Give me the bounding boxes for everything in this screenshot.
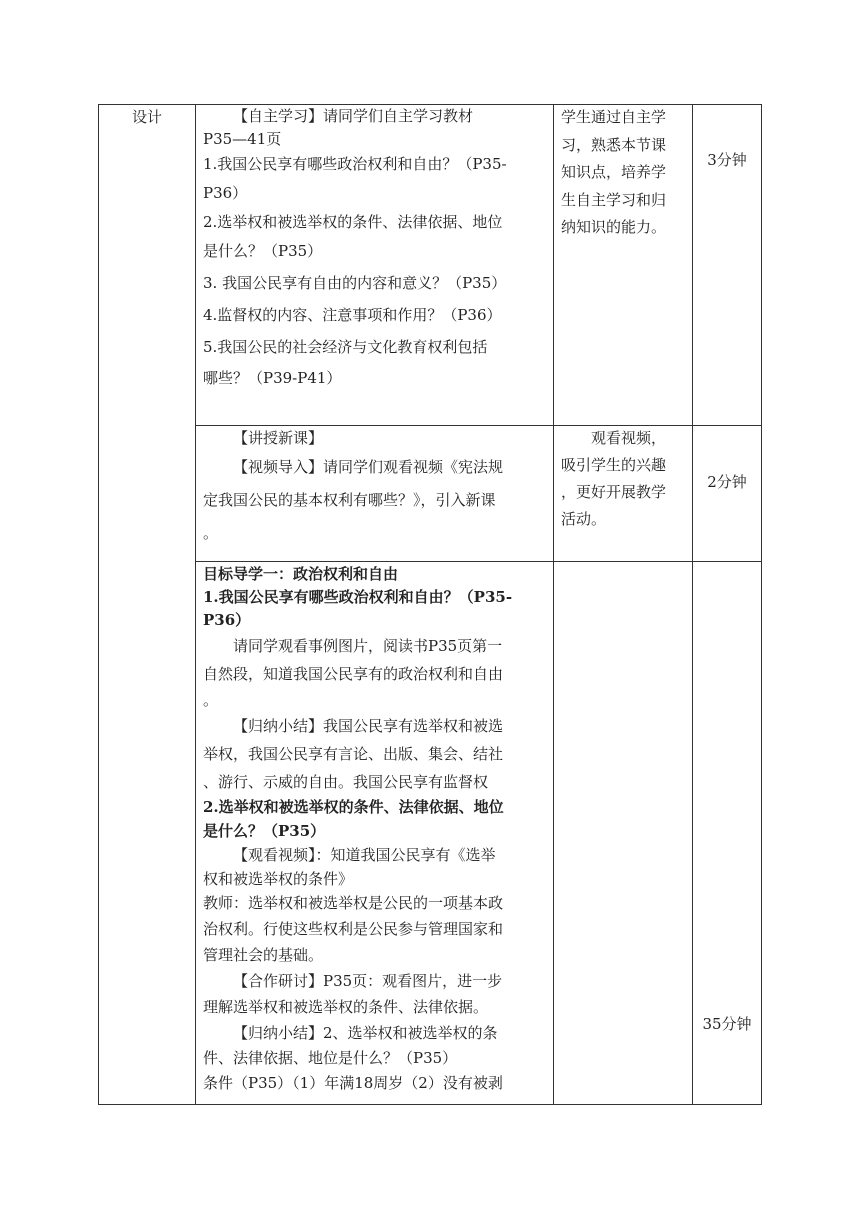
purpose-line: 生自主学习和归 [561, 190, 667, 209]
purpose-line: 学生通过自主学 [561, 108, 667, 126]
summary-1-line-3: 、游行、示威的自由。我国公民享有监督权 [203, 773, 489, 791]
question-5-line-1: 5.我国公民的社会经济与文化教育权利包括 [203, 338, 488, 356]
purpose-line: 知识点，培养学 [561, 163, 667, 181]
cooperative-line-1: 【合作研讨】P35页：观看图片，进一步 [233, 972, 503, 990]
reading-task-line-3: 。 [203, 691, 219, 709]
purpose-line: 吸引学生的兴趣 [561, 456, 667, 474]
summary-2-line-1: 【归纳小结】2、选举权和被选举权的条 [233, 1024, 498, 1042]
self-study-time: 3分钟 [707, 151, 747, 169]
reading-task-line-2: 自然段，知道我国公民享有的政治权利和自由 [203, 665, 504, 683]
goal-guide-title: 目标导学一：政治权利和自由 [203, 565, 399, 583]
question-2-line-1: 2.选举权和被选举权的条件、法律依据、地位 [203, 213, 503, 231]
purpose-line: 习，熟悉本节课 [561, 135, 667, 154]
table-divider-col2 [553, 104, 554, 1105]
video-intro-line-1: 【视频导入】请同学们观看视频《宪法规 [233, 458, 504, 476]
summary-1-line-2: 举权，我国公民享有言论、出版、集会、结社 [203, 745, 504, 763]
summary-1-line-1: 【归纳小结】我国公民享有选举权和被选 [233, 717, 504, 735]
self-study-pages: P35—41页 [203, 130, 282, 148]
summary-2-line-2: 件、法律依据、地位是什么？（P35） [203, 1049, 458, 1067]
table-divider-col1 [195, 104, 196, 1105]
goal-guide-content [203, 562, 549, 1095]
table-border-left [98, 104, 99, 1105]
video-intro-line-2: 定我国公民的基本权利有哪些？》，引入新课 [203, 491, 496, 509]
goal-guide-time: 35分钟 [702, 1015, 752, 1033]
purpose-line: 活动。 [561, 510, 607, 528]
point-1-line-2: P36） [203, 611, 251, 629]
teacher-line-1: 教师：选举权和被选举权是公民的一项基本政 [203, 894, 504, 912]
teacher-line-2: 治权利。行使这些权利是公民参与管理国家和 [203, 920, 504, 938]
purpose-line: ，更好开展教学 [561, 483, 667, 501]
table-border-right [761, 104, 762, 1105]
watch-video-line-2: 权和被选举权的条件》 [203, 870, 354, 888]
self-study-content [203, 104, 549, 393]
section-label: 设计 [131, 108, 162, 126]
question-4: 4.监督权的内容、注意事项和作用？（P36） [203, 306, 502, 324]
new-lesson-content [203, 425, 549, 550]
table-divider-col3 [692, 104, 693, 1105]
point-2-line-1: 2.选举权和被选举权的条件、法律依据、地位 [203, 798, 504, 816]
purpose-line: 观看视频， [591, 429, 667, 447]
self-study-purpose [561, 104, 691, 242]
question-1-line-2: P36） [203, 184, 248, 202]
watch-video-line-1: 【观看视频】：知道我国公民享有《选举 [233, 846, 496, 864]
table-border-bottom [98, 1104, 762, 1105]
question-3: 3. 我国公民享有自由的内容和意义？（P35） [203, 274, 507, 292]
video-intro-line-3: 。 [203, 524, 219, 542]
new-lesson-purpose [561, 425, 691, 533]
reading-task-line-1: 请同学观看事例图片，阅读书P35页第一 [233, 637, 503, 655]
new-lesson-time: 2分钟 [707, 473, 747, 491]
new-lesson-heading: 【讲授新课】 [233, 429, 324, 447]
teacher-line-3: 管理社会的基础。 [203, 946, 324, 964]
conditions-line: 条件（P35）（1）年满18周岁（2）没有被剥 [203, 1074, 503, 1092]
cooperative-line-2: 理解选举权和被选举权的条件、法律依据。 [203, 998, 489, 1016]
point-2-line-2: 是什么？（P35） [203, 822, 326, 840]
purpose-line: 纳知识的能力。 [561, 218, 667, 236]
point-1-line-1: 1.我国公民享有哪些政治权利和自由？（P35- [203, 588, 513, 606]
self-study-heading: 【自主学习】请同学们自主学习教材 [233, 107, 474, 125]
question-1-line-1: 1.我国公民享有哪些政治权利和自由？（P35- [203, 155, 507, 173]
question-2-line-2: 是什么？（P35） [203, 242, 323, 260]
question-5-line-2: 哪些？（P39-P41） [203, 369, 342, 387]
